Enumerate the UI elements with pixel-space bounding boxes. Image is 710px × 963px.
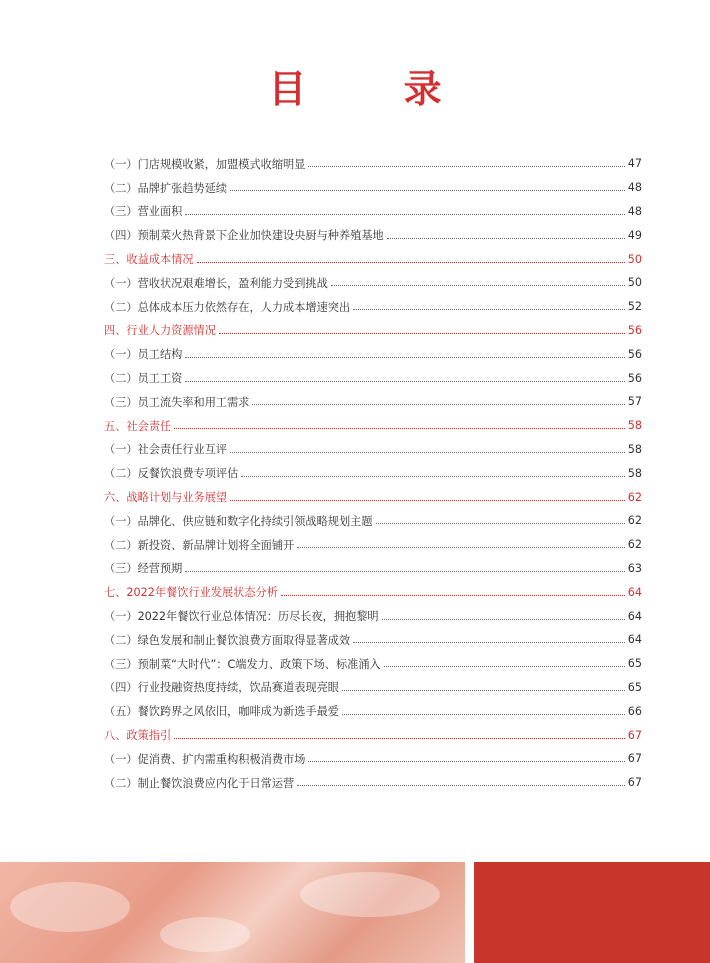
toc-dot-leader (376, 522, 625, 524)
toc-entry-label: （二）反餐饮浪费专项评估 (104, 467, 239, 481)
toc-page-number: 56 (627, 347, 642, 361)
toc-chapter-entry[interactable] (104, 723, 642, 747)
table-of-contents (104, 152, 642, 795)
toc-entry-label: （一）营收状况艰难增长，盈利能力受到挑战 (104, 276, 328, 290)
toc-dot-leader (297, 784, 625, 786)
toc-dot-leader (230, 189, 625, 191)
toc-section-entry[interactable] (104, 152, 642, 176)
toc-section-entry[interactable] (104, 438, 642, 462)
toc-section-entry[interactable] (104, 342, 642, 366)
toc-page-number: 52 (627, 300, 642, 314)
page-title: 目 录 (268, 67, 484, 111)
toc-entry-label: （三）经营预期 (104, 562, 183, 576)
toc-section-entry[interactable] (104, 604, 642, 628)
toc-chapter-entry[interactable] (104, 580, 642, 604)
toc-entry-label: （一）促消费、扩内需重构积极消费市场 (104, 752, 306, 766)
toc-entry-label: 六、战略计划与业务展望 (104, 491, 228, 505)
toc-entry-label: （五）餐饮跨界之风依旧，咖啡成为新选手最爱 (104, 705, 339, 719)
toc-dot-leader (174, 427, 625, 429)
toc-dot-leader (281, 594, 625, 596)
toc-page-number: 57 (627, 395, 642, 409)
decorative-red-block (474, 862, 710, 963)
toc-dot-leader (384, 665, 625, 667)
toc-page-number: 58 (627, 466, 642, 480)
toc-dot-leader (342, 689, 625, 691)
toc-dot-leader (353, 308, 625, 310)
toc-dot-leader (331, 284, 625, 286)
toc-section-entry[interactable] (104, 533, 642, 557)
toc-dot-leader (382, 618, 625, 620)
toc-page-number: 67 (627, 728, 642, 742)
toc-dot-leader (387, 237, 625, 239)
toc-section-entry[interactable] (104, 509, 642, 533)
toc-page-number: 64 (627, 633, 642, 647)
toc-section-entry[interactable] (104, 771, 642, 795)
toc-chapter-entry[interactable] (104, 485, 642, 509)
toc-dot-leader (230, 451, 625, 453)
toc-entry-label: 七、2022年餐饮行业发展状态分析 (104, 586, 278, 600)
toc-page-number: 47 (627, 157, 642, 171)
toc-page-number: 67 (627, 752, 642, 766)
toc-page-number: 65 (627, 657, 642, 671)
toc-dot-leader (342, 713, 625, 715)
toc-section-entry[interactable] (104, 652, 642, 676)
toc-dot-leader (353, 641, 625, 643)
toc-dot-leader (185, 380, 624, 382)
toc-section-entry[interactable] (104, 295, 642, 319)
toc-entry-label: （二）新投资、新品牌计划将全面铺开 (104, 538, 295, 552)
toc-page-number: 67 (627, 776, 642, 790)
toc-entry-label: （一）社会责任行业互评 (104, 443, 228, 457)
toc-section-entry[interactable] (104, 200, 642, 224)
toc-dot-leader (297, 546, 625, 548)
toc-entry-label: （三）员工流失率和用工需求 (104, 395, 250, 409)
toc-entry-label: （一）门店规模收紧，加盟模式收缩明显 (104, 157, 306, 171)
toc-chapter-entry[interactable] (104, 247, 642, 271)
toc-page-number: 64 (627, 585, 642, 599)
toc-section-entry[interactable] (104, 747, 642, 771)
toc-entry-label: （一）员工结构 (104, 348, 183, 362)
toc-entry-label: （三）预制菜“大时代”：C端发力、政策下场、标准涌入 (104, 657, 381, 671)
toc-entry-label: 三、收益成本情况 (104, 253, 194, 267)
toc-page-number: 49 (627, 228, 642, 242)
toc-entry-label: （二）制止餐饮浪费应内化于日常运营 (104, 776, 295, 790)
toc-page-number: 62 (627, 514, 642, 528)
toc-page-number: 48 (627, 181, 642, 195)
toc-entry-label: （一）品牌化、供应链和数字化持续引领战略规划主题 (104, 514, 373, 528)
toc-page-number: 63 (627, 561, 642, 575)
toc-page-number: 48 (627, 204, 642, 218)
toc-dot-leader (197, 261, 625, 263)
toc-dot-leader (185, 213, 624, 215)
toc-dot-leader (252, 403, 624, 405)
toc-section-entry[interactable] (104, 676, 642, 700)
toc-dot-leader (174, 737, 625, 739)
toc-page-number: 56 (627, 323, 642, 337)
toc-dot-leader (219, 332, 625, 334)
toc-section-entry[interactable] (104, 461, 642, 485)
toc-chapter-entry[interactable] (104, 319, 642, 343)
toc-page-number: 62 (627, 538, 642, 552)
toc-section-entry[interactable] (104, 271, 642, 295)
toc-entry-label: （二）品牌扩张趋势延续 (104, 181, 228, 195)
toc-page-number: 56 (627, 371, 642, 385)
toc-section-entry[interactable] (104, 699, 642, 723)
toc-page-number: 65 (627, 680, 642, 694)
toc-dot-leader (230, 499, 625, 501)
toc-section-entry[interactable] (104, 176, 642, 200)
toc-entry-label: （一）2022年餐饮行业总体情况：历尽长夜，拥抱黎明 (104, 610, 379, 624)
toc-entry-label: 八、政策指引 (104, 729, 172, 743)
toc-section-entry[interactable] (104, 557, 642, 581)
toc-page-number: 50 (627, 276, 642, 290)
toc-page-number: 66 (627, 704, 642, 718)
toc-chapter-entry[interactable] (104, 414, 642, 438)
toc-entry-label: （二）总体成本压力依然存在，人力成本增速突出 (104, 300, 351, 314)
toc-section-entry[interactable] (104, 628, 642, 652)
toc-dot-leader (308, 165, 624, 167)
toc-entry-label: （三）营业面积 (104, 205, 183, 219)
toc-entry-label: （二）员工工资 (104, 372, 183, 386)
toc-entry-label: （四）预制菜火热背景下企业加快建设央厨与种养殖基地 (104, 229, 384, 243)
toc-page-number: 62 (627, 490, 642, 504)
toc-page-number: 64 (627, 609, 642, 623)
toc-page-number: 50 (627, 252, 642, 266)
toc-entry-label: （二）绿色发展和制止餐饮浪费方面取得显著成效 (104, 633, 351, 647)
toc-page-number: 58 (627, 419, 642, 433)
toc-dot-leader (185, 356, 624, 358)
decorative-photo-banner (0, 862, 465, 963)
toc-dot-leader (308, 760, 624, 762)
toc-dot-leader (185, 570, 624, 572)
toc-dot-leader (241, 475, 624, 477)
toc-section-entry[interactable] (104, 223, 642, 247)
toc-page-number: 58 (627, 442, 642, 456)
toc-section-entry[interactable] (104, 390, 642, 414)
toc-entry-label: 四、行业人力资源情况 (104, 324, 216, 338)
toc-entry-label: （四）行业投融资热度持续，饮品赛道表现亮眼 (104, 681, 339, 695)
toc-entry-label: 五、社会责任 (104, 419, 172, 433)
toc-section-entry[interactable] (104, 366, 642, 390)
